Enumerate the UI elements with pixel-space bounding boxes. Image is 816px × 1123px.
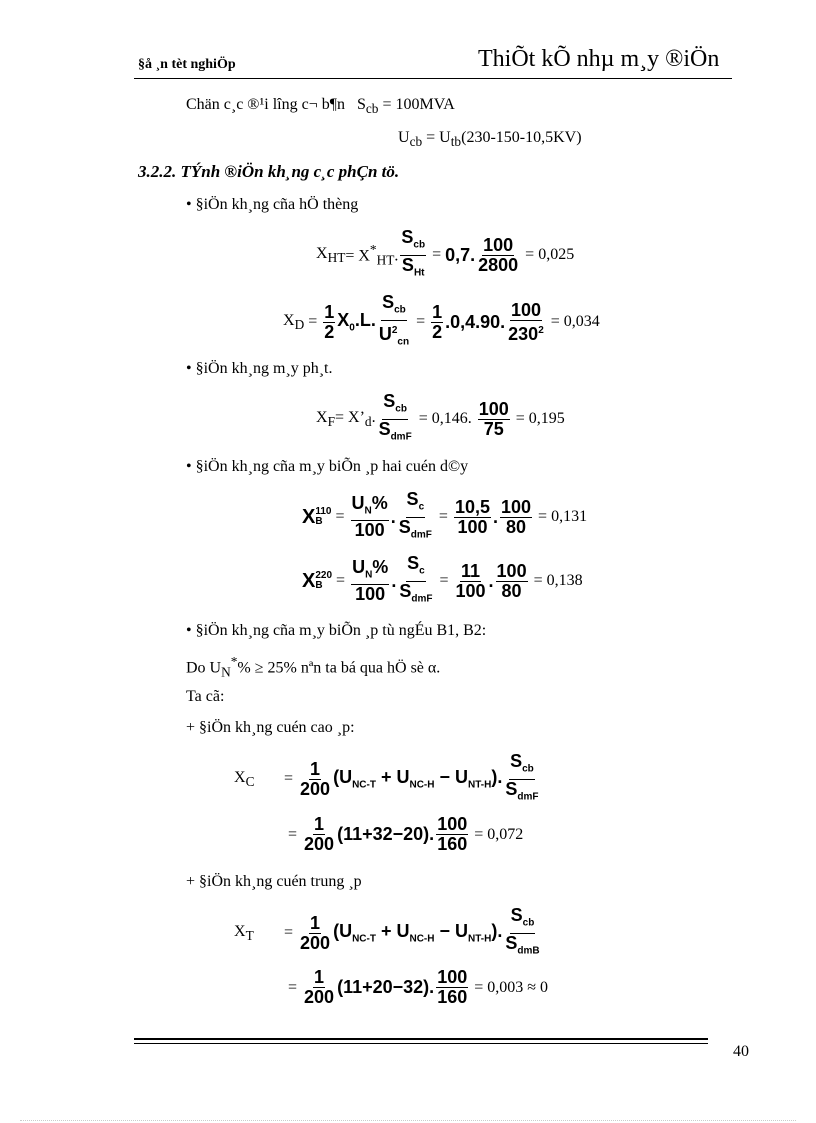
base-line1-s: S [356, 96, 366, 113]
header-left: §å ¸n tèt nghiÖp [138, 57, 236, 72]
eq-coefficient: 0,7. [445, 244, 476, 265]
bullet-autotransformer [186, 622, 486, 640]
base-line2-val: (230-150-10,5KV) [461, 129, 582, 146]
equation-xb110: X 110 B = $\frac{U_N\%}{100}$ . $\frac{S_c}{S_{dmF}}$ = $\frac{10,5}{100}$ . $\frac{100}{80}$ = 0,131 [302, 490, 591, 544]
fraction-1-200: $\frac{1}{200}$ [304, 814, 335, 854]
base-line1-text: Chän c¸c ®¹i lîng c¬ b¶n [186, 96, 345, 113]
fraction-100-230sq: $\frac{100}{230^2}$ [508, 299, 544, 344]
base-line2-sub2: tb [450, 134, 462, 150]
header-right: ThiÕt kÕ nhµ m¸y ®iÖn [478, 46, 720, 72]
fraction-sc-sdmf: $\frac{S_c}{S_{dmF}}$ [398, 489, 432, 541]
fraction-sc-sdmf: $\frac{S_c}{S_{dmF}}$ [399, 553, 433, 605]
eq-lhs: X 220 B [302, 569, 333, 592]
base-quantities-line1 [186, 96, 455, 117]
base-line1-val: = 100MVA [378, 96, 455, 113]
equation-xc-evaluated: = $\frac{1}{200}$ (11+32−20). $\frac{100}{160}$ = 0,072 [288, 814, 524, 854]
fraction-11-100: $\frac{11}{100}$ [455, 560, 486, 601]
page-number: 40 [733, 1043, 749, 1060]
eq-bracket-expression: $(U_{NC-T} + U_{NC-H} - U_{NT-H})$. [333, 767, 503, 791]
fraction-scb-ucn2: $\frac{S_{cb}}{U^2_{cn}}$ [378, 292, 410, 348]
eq-result: = 0,025 [525, 246, 575, 264]
eq-lhs: $X_C$ [234, 768, 255, 789]
base-line2-u: U [398, 129, 410, 146]
fraction-100-160: $\frac{100}{160}$ [437, 814, 468, 854]
page-edge-dotted-line [20, 1120, 796, 1121]
fraction-half: $\frac{1}{2}$ [324, 301, 335, 342]
fraction-100-80: $\frac{100}{80}$ [501, 496, 532, 537]
equation-xt-evaluated: = $\frac{1}{200}$ (11+20−32). $\frac{100}{160}$ = 0,003 ≈ 0 [288, 967, 549, 1007]
fraction-100-160: $\frac{100}{160}$ [437, 967, 468, 1007]
header-rule [134, 78, 732, 79]
eq-coefficient: = 0,146. [418, 410, 472, 428]
fraction-un-100: $\frac{U_N\%}{100}$ [352, 556, 389, 605]
eq-result: = 0,195 [515, 410, 565, 428]
eq-bracket-values: (11+32−20). [337, 824, 435, 844]
eq-x-star: = $X^*_{HT}$. [345, 241, 399, 268]
equation-xt: $X_T$ = $\frac{1}{200}$ $(U_{NC-T} + U_{NC-H} - U_{NT-H})$. $\frac{S_{cb}}{S_{dmB}}$ [234, 906, 543, 960]
fraction-105-100: $\frac{10,5}{100}$ [454, 496, 490, 537]
equation-xc: $X_C$ = $\frac{1}{200}$ $(U_{NC-T} + U_{NC-H} - U_{NT-H})$. $\frac{S_{cb}}{S_{dmF}}$ [234, 752, 541, 806]
fraction-scb-sht: $\frac{S_{cb}}{S_{Ht}}$ [401, 227, 426, 279]
bullet-generator-reactance [186, 360, 332, 378]
base-line1-sub: cb [365, 101, 379, 117]
bullet-text: §iÖn kh¸ng cña m¸y biÕn ¸p hai cuén d©y [195, 458, 469, 475]
ta-co-line: Ta cã: [186, 688, 225, 705]
do-line: Do $U_N^*\% \ge 25\%$ nªn ta bá qua hÖ sè α. [186, 654, 441, 680]
equation-xd: $X_D$ = $\frac{1}{2}$ $X_0.L$. $\frac{S_{cb}}{U^2_{cn}}$ = $\frac{1}{2}$ .0,4.90. $\frac{100}{230^2}$ = 0,034 [283, 293, 604, 351]
equation-xht: $X_{HT}$ = $X^*_{HT}$. $\frac{S_{cb}}{S_{Ht}}$ = 0,7. $\frac{100}{2800}$ = 0,025 [316, 228, 578, 282]
eq-result: = 0,131 [538, 508, 588, 526]
eq-result: = 0,072 [474, 825, 524, 843]
eq-x0: $X_0.L$. [337, 310, 376, 334]
equation-xf [316, 392, 569, 446]
footer-rule-bottom [134, 1043, 708, 1044]
medium-voltage-winding-label: + §iÖn kh¸ng cuén trung ¸p [186, 873, 362, 890]
base-line2-mid: = U [422, 129, 451, 146]
fraction-scb-sdmb: $\frac{S_{cb}}{S_{dmB}}$ [505, 905, 540, 957]
bullet-symbol: • [186, 196, 192, 213]
bullet-symbol: • [186, 622, 192, 639]
fraction-1-200: $\frac{1}{200}$ [300, 758, 331, 799]
footer-rule-top [134, 1038, 708, 1040]
fraction-un-100: $\frac{U_N\%}{100}$ [351, 492, 388, 541]
fraction-1-200: $\frac{1}{200}$ [300, 912, 331, 953]
fraction-1-200: $\frac{1}{200}$ [304, 967, 335, 1007]
eq-lhs: X 110 B [302, 505, 332, 528]
eq-x-d: = $X’_d$. [334, 408, 376, 429]
fraction-scb-sdmf: $\frac{S_{cb}}{S_{dmF}}$ [505, 751, 539, 803]
eq-result: = 0,138 [533, 572, 583, 590]
bullet-system-reactance [186, 196, 358, 214]
eq-coefficient: .0,4.90. [445, 311, 506, 332]
bullet-text: §iÖn kh¸ng cña hÖ thèng [195, 196, 359, 213]
equation-xb220: X 220 B = $\frac{U_N\%}{100}$ . $\frac{S_c}{S_{dmF}}$ = $\frac{11}{100}$ . $\frac{100}{80}$ = 0,138 [302, 554, 587, 608]
bullet-two-winding-transformer [186, 458, 468, 476]
eq-lhs: $X_D$ [283, 311, 305, 332]
eq-result: = 0,034 [550, 313, 600, 331]
fraction-half-2: $\frac{1}{2}$ [432, 301, 443, 342]
bullet-text: §iÖn kh¸ng cña m¸y biÕn ¸p tù ngÉu B1, B2: [195, 622, 487, 639]
eq-bracket-values: (11+20−32). [337, 977, 435, 997]
high-voltage-winding-label: + §iÖn kh¸ng cuén cao ¸p: [186, 719, 355, 736]
bullet-symbol: • [186, 360, 192, 377]
eq-lhs: $X_F$ [316, 408, 335, 429]
fraction-100-2800: $\frac{100}{2800}$ [478, 234, 519, 275]
eq-bracket-expression: $(U_{NC-T} + U_{NC-H} - U_{NT-H})$. [333, 921, 503, 945]
fraction-scb-sdmf: $\frac{S_{cb}}{S_{dmF}}$ [378, 391, 412, 443]
fraction-100-75: $\frac{100}{75}$ [478, 398, 509, 439]
base-line2-sub: cb [409, 134, 423, 150]
bullet-symbol: • [186, 458, 192, 475]
section-heading: 3.2.2. TÝnh ®iÖn kh¸ng c¸c phÇn tö. [138, 162, 400, 181]
base-quantities-line2 [398, 129, 582, 150]
fraction-100-80: $\frac{100}{80}$ [496, 560, 527, 601]
eq-lhs: $X_{HT}$ [316, 244, 346, 265]
eq-result: = 0,003 ≈ 0 [474, 978, 549, 996]
eq-lhs: $X_T$ [234, 922, 254, 943]
bullet-text: §iÖn kh¸ng m¸y ph¸t. [195, 360, 333, 377]
